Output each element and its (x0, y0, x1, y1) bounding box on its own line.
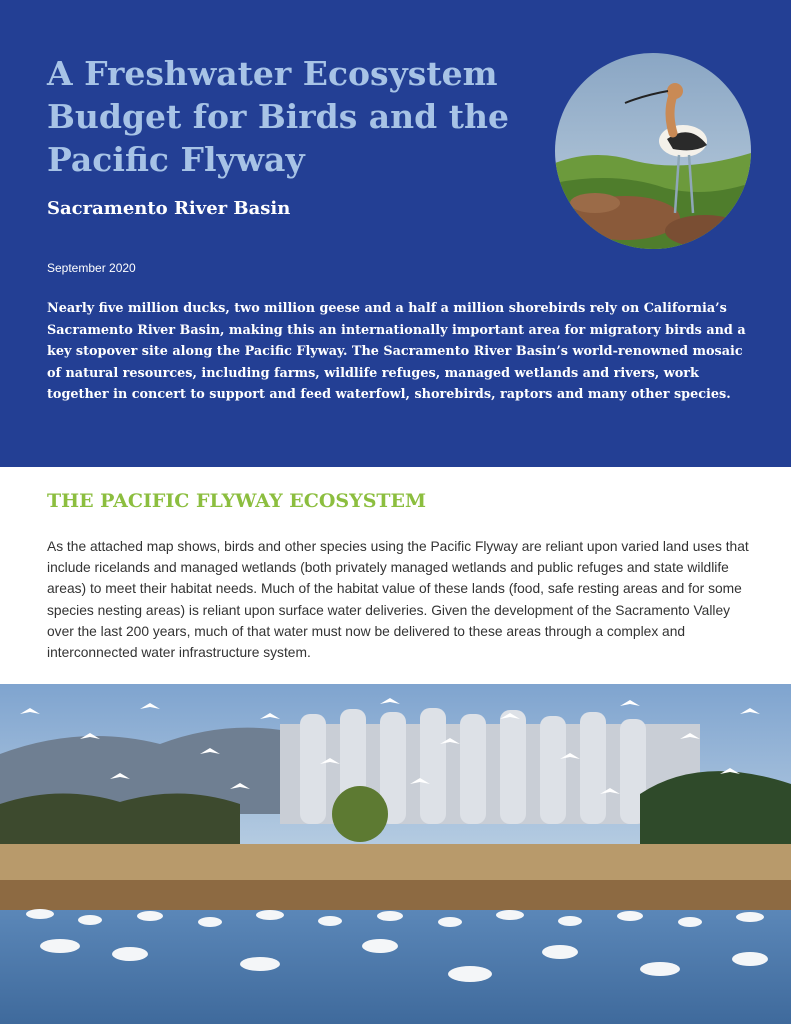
section-body: As the attached map shows, birds and other species using the Pacific Flyway are reliant upon varied land uses that include ricelands and managed wetlands (both privately managed wetlands and public refuges and state wildlife areas) to meet their habitat needs. Much of the habitat value of these lands (food, safe resting areas and for some species nesting areas) is reliant upon surface water deliveries. Given the development of the Sacramento Valley over the last 200 years, much of that water must now be delivered to these areas through a complex and interconnected water infrastructure system. (47, 539, 749, 661)
intro-paragraph: Nearly five million ducks, two million geese and a half a million shorebirds rely on California’s Sacramento River Basin, making this an internationally important area for migratory birds and a key stopover site along the Pacific Flyway. The Sacramento River Basin’s world-renowned mosaic of natural resources, including farms, wildlife refuges, managed wetlands and rivers, work together in concert to support and feed waterfowl, shorebirds, raptors and many other species. (47, 301, 746, 402)
document-subtitle: Sacramento River Basin (47, 198, 291, 219)
publication-date: September 2020 (47, 261, 136, 275)
document-title: A Freshwater Ecosystem Budget for Birds and the Pacific Flyway (47, 54, 509, 179)
header-band (0, 0, 791, 467)
section-heading: THE PACIFIC FLYWAY ECOSYSTEM (47, 490, 427, 512)
wetland-birds-photo (0, 684, 791, 1024)
avocet-photo (555, 53, 751, 249)
